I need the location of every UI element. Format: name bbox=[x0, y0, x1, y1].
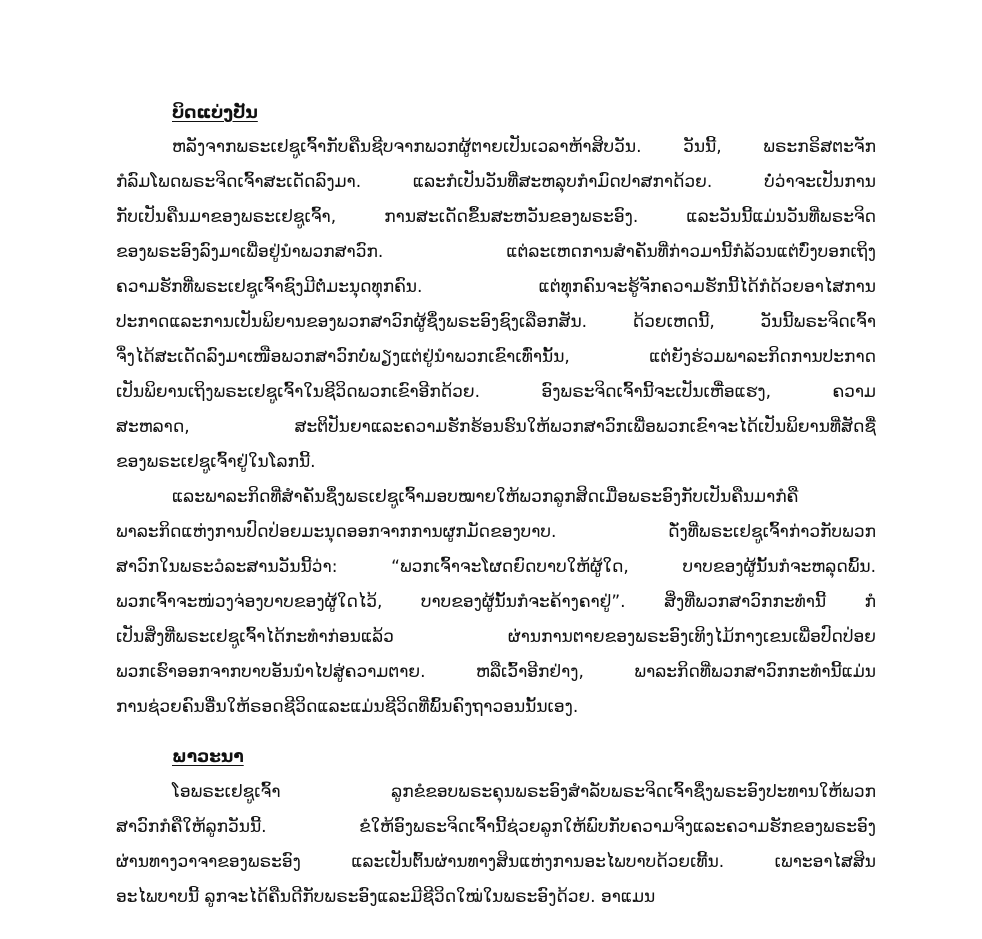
section-heading-sharing: ບິດແບ່ງປັນ bbox=[172, 103, 258, 123]
text-line: ອະໄພບາບນີ້ ລູກຈະໄດ້ຄືນດີກັບພຣະອົງແລະມີຊີວິດໃໝ່ໃນພຣະອົງດ້ວຍ. ອາແມນ bbox=[116, 887, 656, 907]
text-line: ກໍລົມໂພດພຣະຈິດເຈົ້າສະເດັດລົງມາ. ແລະກໍເປັນວັນທີ່ສະຫລຸບກໍາມົດປາສກາດ້ວຍ. ບໍ່ວ່າຈະເປັນການ bbox=[116, 172, 876, 192]
text-line: ສະຫລາດ, ສະຕິປັນຍາແລະຄວາມຮັກຮ້ອນຮົນໃຫ້ພວກສາວົກເພື່ອພວກເຂົາຈະໄດ້ເປັນພິຍານທີ່ສັດຊື່ bbox=[116, 417, 876, 437]
text-line: ຂອງພຣະເຢຊູເຈົ້າຢູ່ໃນໂລກນີ້. bbox=[116, 452, 316, 472]
text-line: ເປັນສິ່ງທີ່ພຣະເຢຊູເຈົ້າໄດ້ກະທໍາກ່ອນແລ້ວ ຜ່ານການຕາຍຂອງພຣະອົງເທິງໄມ້ກາງເຂນເພື່ອປົດປ່ອຍ bbox=[116, 627, 876, 647]
text-line: ໂອພຣະເຢຊູເຈົ້າ ລູກຂໍຂອບພຣະຄຸນພຣະອົງສໍາລັບພຣະຈິດເຈົ້າຊຶ່ງພຣະອົງປະທານໃຫ້ພວກ bbox=[172, 782, 876, 802]
text-line: ເປັນພິຍານເຖິງພຣະເຢຊູເຈົ້າໃນຊີວິດພວກເຂົາອີກດ້ວຍ. ອົງພຣະຈິດເຈົ້ານີ້ຈະເປັນເຫື່ອແຮງ, ຄວາມ bbox=[116, 382, 876, 402]
text-line: ແລະພາລະກິດທີ່ສໍາຄັນຊຶ່ງພຣເຢຊູເຈົ້າມອບໝາຍໃຫ້ພວກລູກສິດເມື່ອພຣະອົງກັບເປັນຄືນມາກໍຄື bbox=[172, 487, 799, 507]
text-line: ປະກາດແລະການເປັນພິຍານຂອງພວກສາວົກຜູ້ຊຶ່ງພຣະອົງຊົງເລືອກສັນ. ດ້ວຍເຫດນີ້, ວັນນີ້ພຣະຈິດເຈົ້າ bbox=[116, 312, 876, 332]
text-line: ຜ່ານທາງວາຈາຂອງພຣະອົງ ແລະເປັນຕົ້ນຜ່ານທາງສິນແຫ່ງການອະໄພບາບດ້ວຍເທີ້ນ. ເພາະອາໄສສິນ bbox=[116, 852, 876, 872]
text-line: ການຊ່ວຍຄົນອື່ນໃຫ້ຣອດຊີວິດແລະແມ່ນຊີວິດທີ່ພົ້ນຄົງຖາວອນນັ້ນເອງ. bbox=[116, 697, 579, 717]
text-line: ກັບເປັນຄືນມາຂອງພຣະເຢຊູເຈົ້າ, ການສະເດັດຂຶ້ນສະຫວັນຂອງພຣະອົງ. ແລະວັນນີ້ແມ່ນວັນທີ່ພຣະຈິດ bbox=[116, 207, 876, 227]
text-line: ຫລັງຈາກພຣະເຢຊູເຈົ້າກັບຄືນຊີບຈາກພວກຜູ້ຕາຍເປັນເວລາຫ້າສິບວັນ. ວັນນີ້, ພຣະກຣິສຕະຈັກ bbox=[172, 137, 876, 157]
text-line: ຈຶ່ງໄດ້ສະເດັດລົງມາເໜືອພວກສາວົກບໍ່ພຽງແຕ່ຢູ່ນໍາພວກເຂົາເທົ່ານັ້ນ, ແຕ່ຍັງຮ່ວມພາລະກິດການປະກາດ bbox=[116, 347, 876, 367]
text-line: ສາວົກໃນພຣະວໍລະສານວັນນີ້ວ່າ: “ພວກເຈົ້າຈະໂຜດຍົດບາບໃຫ້ຜູ້ໃດ, ບາບຂອງຜູ້ນັ້ນກໍຈະຫລຸດພົ້ນ. bbox=[116, 557, 876, 577]
text-line: ຄວາມຮັກທີ່ພຣະເຢຊູເຈົ້າຊົງມີຕໍ່ມະນຸດທຸກຄົນ. ແຕ່ທຸກຄົນຈະຮູ້ຈັກຄວາມຮັກນີ້ໄດ້ກໍດ້ວຍອາໄສການ bbox=[116, 277, 876, 297]
text-line: ສາວົກກໍຄືໃຫ້ລູກວັນນີ້. ຂໍໃຫ້ອົງພຣະຈິດເຈົ້ານີ້ຊ່ວຍລູກໃຫ້ພົບກັບຄວາມຈິງແລະຄວາມຮັກຂອງພຣະອົງ bbox=[116, 817, 876, 837]
text-line: ພວກເຮົາອອກຈາກບາບອັນນໍາໄປສູ່ຄວາມຕາຍ. ຫລືເວົ້າອີກຢ່າງ, ພາລະກິດທີ່ພວກສາວົກກະທໍານີ້ແມ່ນ bbox=[116, 662, 876, 682]
text-line: ພວກເຈົ້າຈະໜ່ວງຈ່ອງບາບຂອງຜູ້ໃດໄວ້, ບາບຂອງຜູ້ນັ້ນກໍຈະຄ້າງຄາຢູ່”. ສິ່ງທີ່ພວກສາວົກກະທໍານີ້ ກໍ bbox=[116, 592, 876, 612]
section-heading-prayer: ພາວະນາ bbox=[172, 747, 244, 767]
text-line: ຂອງພຣະອົງລົງມາເພື່ອຢູ່ນໍາພວກສາວົກ. ແຕ່ລະເຫດການສໍາຄັນທີ່ກ່າວມານີ້ກໍລ້ວນແຕ່ບົ່ງບອກເຖິງ bbox=[116, 242, 876, 262]
text-line: ພາລະກິດແຫ່ງການປົດປ່ອຍມະນຸດອອກຈາກການຜູກມັດຂອງບາບ. ດັ່ງທີ່ພຣະເຢຊູເຈົ້າກ່າວກັບພວກ bbox=[116, 522, 876, 542]
